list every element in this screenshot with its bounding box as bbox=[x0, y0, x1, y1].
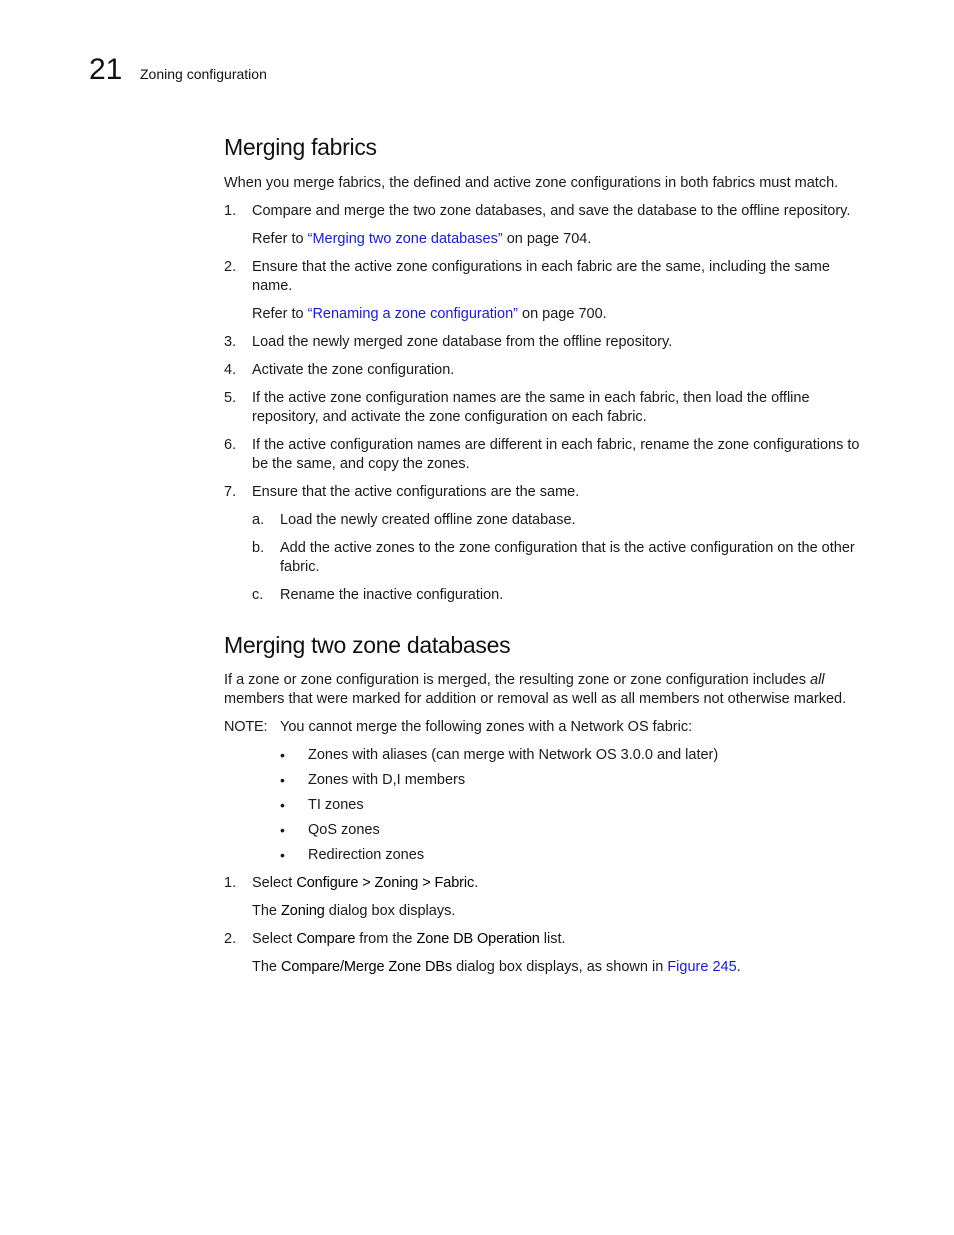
substep-text: Add the active zones to the zone configuration that is the active configuration on the other fabric. bbox=[280, 540, 855, 575]
step-text: If the active zone configuration names are the same in each fabric, then load the offline repository, and activate the zone configuration on each fabric. bbox=[252, 390, 810, 425]
bullet-icon: • bbox=[280, 747, 285, 763]
step-number: 4. bbox=[224, 362, 237, 378]
substep-letter: b. bbox=[252, 540, 265, 556]
list-name: Zone DB Operation bbox=[416, 931, 540, 947]
substep-letter: a. bbox=[252, 512, 265, 528]
ref-suffix: on page 704. bbox=[502, 231, 592, 247]
bullet-icon: • bbox=[280, 822, 285, 838]
step-number: 1. bbox=[224, 203, 237, 219]
step-number: 3. bbox=[224, 334, 237, 350]
link-figure-245[interactable]: Figure 245 bbox=[667, 959, 737, 975]
step-text: Load the newly merged zone database from the offline repository. bbox=[252, 334, 673, 350]
option-compare: Compare bbox=[296, 931, 356, 947]
bullet-icon: • bbox=[280, 772, 285, 788]
substep-letter: c. bbox=[252, 587, 264, 603]
step-number: 6. bbox=[224, 437, 237, 453]
section1-intro: When you merge fabrics, the defined and active zone configurations in both fabrics must match. bbox=[224, 175, 839, 191]
step-text: Activate the zone configuration. bbox=[252, 362, 455, 378]
ref-prefix: Refer to bbox=[252, 231, 308, 247]
section2-intro: If a zone or zone configuration is merged, the resulting zone or zone configuration includes all members that were marked for addition or removal as well as all members not otherwise marked. bbox=[224, 672, 847, 707]
dialog-name: Zoning bbox=[281, 903, 325, 919]
chapter-title: Zoning configuration bbox=[140, 66, 267, 82]
step-text: If the active configuration names are different in each fabric, rename the zone configurations to be the same, and copy the zones. bbox=[252, 437, 860, 472]
section-title-merging-fabrics: Merging fabrics bbox=[224, 134, 377, 160]
step-number: 2. bbox=[224, 931, 237, 947]
step-number: 2. bbox=[224, 259, 237, 275]
step-number: 5. bbox=[224, 390, 237, 406]
note-label: NOTE: bbox=[224, 719, 268, 735]
chapter-number: 21 bbox=[89, 53, 123, 86]
step-text: Ensure that the active configurations are the same. bbox=[252, 484, 580, 500]
link-renaming-zone-configuration[interactable]: “Renaming a zone configuration” bbox=[307, 306, 518, 322]
ref-suffix: on page 700. bbox=[517, 306, 607, 322]
menu-path: Configure > Zoning > Fabric bbox=[296, 875, 475, 891]
step-text: Compare and merge the two zone databases, and save the database to the offline repository. bbox=[252, 203, 851, 219]
step-number: 1. bbox=[224, 875, 237, 891]
step-number: 7. bbox=[224, 484, 237, 500]
bullet-icon: • bbox=[280, 797, 285, 813]
dialog-name: Compare/Merge Zone DBs bbox=[281, 959, 453, 975]
ref-prefix: Refer to bbox=[252, 306, 308, 322]
step-text: Ensure that the active zone configurations in each fabric are the same, including the same name. bbox=[252, 259, 830, 294]
link-merging-two-zone-databases[interactable]: “Merging two zone databases” bbox=[307, 231, 503, 247]
substep-text: Load the newly created offline zone database. bbox=[280, 512, 576, 528]
bullet-icon: • bbox=[280, 847, 285, 863]
emphasis-all: all bbox=[810, 672, 825, 688]
substep-text: Rename the inactive configuration. bbox=[280, 587, 504, 603]
section-title-merging-two-zone-databases: Merging two zone databases bbox=[224, 632, 511, 658]
note-text: You cannot merge the following zones with a Network OS fabric: bbox=[280, 719, 693, 735]
